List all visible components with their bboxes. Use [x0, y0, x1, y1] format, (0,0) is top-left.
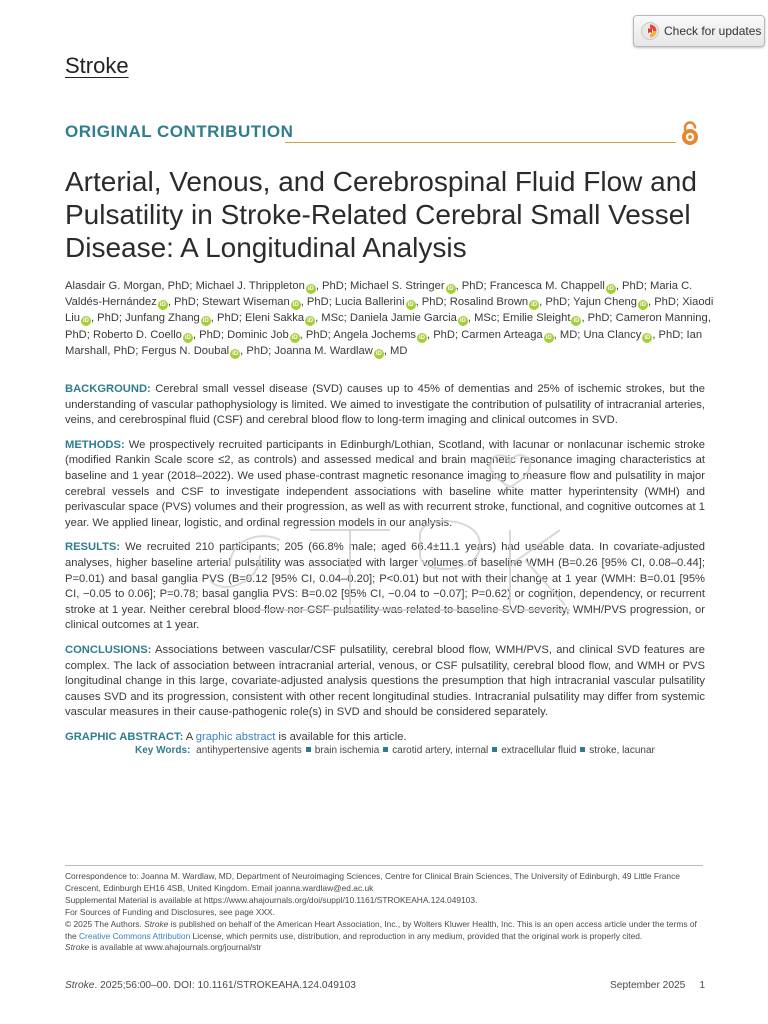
- background-text: Cerebral small vessel disease (SVD) causes up to 45% of dementias and 25% of ischemic strokes, but the understanding of vascular pathophysiology is limited. We aimed to investigate the contribution of pulsatility of intracranial arteries, veins, and cerebrospinal fluid (CSF) and cerebral blood flow to long-term imaging and clinical outcomes in SVD.: [65, 383, 705, 427]
- author-degree: , PhD;: [615, 280, 651, 292]
- author-degree: , PhD;: [300, 296, 335, 309]
- article-title: Arterial, Venous, and Cerebrospinal Fluid Flow and Pulsatility in Stroke-Related Cerebral Small Vessel Disease: A Longitudinal Analysis: [65, 166, 697, 263]
- author-name: Michael J. Thrippleton: [195, 280, 305, 292]
- author-degree: , PhD;: [90, 312, 126, 325]
- author-name: Francesca M. Chappell: [489, 280, 605, 292]
- section-divider: [285, 142, 676, 143]
- author-degree: , PhD;: [426, 328, 462, 341]
- orcid-icon[interactable]: iD: [184, 334, 191, 341]
- methods-text: We prospectively recruited participants in Edinburgh/Lothian, Scotland, with lacunar or nonlacunar ischemic stroke (modified Rankin Scale score ≤2, as controls) and assessed medical and brain magnetic resonance imaging characteristics at baseline and 1 year (2018–2022). We used phase-contrast magnetic resonance imaging to measure flow and pulsatility in major cerebral vessels and CSF to investigate independent associations with baseline white matter hyperintensity (WMH) and perivascular space (PVS) volumes and their progression, as well as with recurrent stroke, functional, and cognitive outcomes at 1 year. We applied linear, logistic, and ordinal regression models in our analysis.: [65, 438, 705, 529]
- author-degree: , MD;: [553, 328, 584, 341]
- author-name: Stewart Wiseman: [202, 296, 290, 309]
- author: [450, 296, 573, 308]
- abstract: [65, 382, 705, 754]
- author: [125, 312, 245, 324]
- citation-journal: Stroke: [65, 980, 95, 991]
- author-degree: , MSc;: [467, 312, 503, 325]
- author-name: Rosalind Brown: [449, 296, 529, 309]
- journal-name[interactable]: Stroke: [65, 53, 129, 78]
- author: [274, 345, 407, 357]
- orcid-icon[interactable]: iD: [640, 302, 646, 309]
- author-degree: , PhD;: [167, 296, 203, 309]
- check-for-updates-icon: [641, 22, 659, 40]
- keywords-label: Key Words:: [135, 745, 191, 756]
- author-name: Ian Marshall: [65, 328, 703, 357]
- author-name: Joanna M. Wardlaw: [274, 344, 373, 357]
- orcid-icon[interactable]: iD: [232, 350, 239, 357]
- keyword: brain ischemia: [314, 745, 380, 756]
- graphic-abstract-link[interactable]: graphic abstract: [195, 730, 276, 743]
- keywords-list: [196, 745, 655, 756]
- keyword-separator: [492, 747, 497, 752]
- citation-text: . 2025;56:00–00. DOI: 10.1161/STROKEAHA.124.049103: [94, 980, 356, 991]
- orcid-icon[interactable]: iD: [82, 318, 89, 325]
- abstract-graphic: [65, 730, 705, 746]
- keyword: carotid artery, internal: [392, 745, 489, 756]
- orcid-icon[interactable]: iD: [418, 334, 425, 341]
- citation: [65, 980, 356, 991]
- author-name: Maria C. Valdés-Hernández: [65, 280, 693, 309]
- orcid-icon[interactable]: iD: [159, 302, 166, 309]
- author: [93, 329, 227, 341]
- orcid-icon[interactable]: iD: [202, 318, 209, 325]
- author-degree: , PhD;: [455, 280, 490, 292]
- abstract-background: [65, 382, 705, 429]
- author-degree: , PhD;: [315, 280, 351, 292]
- orcid-icon[interactable]: iD: [607, 286, 614, 292]
- author-name: Yajun Cheng: [573, 296, 637, 309]
- orcid-icon[interactable]: iD: [291, 334, 298, 341]
- orcid-icon[interactable]: iD: [573, 318, 580, 325]
- graphic-abstract-pre: A: [183, 730, 196, 743]
- author-degree: , PhD;: [581, 312, 616, 325]
- orcid-icon[interactable]: iD: [375, 350, 382, 357]
- author-list: [65, 278, 715, 359]
- orcid-icon[interactable]: iD: [545, 334, 552, 341]
- keyword-separator: [306, 747, 311, 752]
- correspondence-note: Correspondence to: Joanna M. Wardlaw, MD, Department of Neuroimaging Sciences, Centre for Clinical Brain Sciences, The University of Edinburgh, 49 Little France Crescent, Edinburgh EH16 4SB, United Kingdom. Email joanna.wardlaw@ed.ac.uk: [65, 871, 680, 893]
- author-degree: , PhD;: [161, 280, 196, 292]
- copyright-mid: is published on behalf of the American Heart Association, Inc., by Wolters Kluwer Health, Inc. This is an open access article under the terms of the: [65, 918, 697, 941]
- creative-commons-link[interactable]: Creative Commons Attribution: [78, 930, 191, 941]
- copyright-pre: © 2025 The Authors.: [65, 918, 145, 929]
- open-access-icon: [678, 120, 702, 146]
- page-number: 1: [699, 980, 705, 991]
- orcid-icon[interactable]: iD: [644, 334, 651, 341]
- keyword: stroke, lacunar: [589, 745, 655, 756]
- abstract-conclusions: [65, 643, 705, 721]
- check-for-updates-label: Check for updates: [664, 24, 762, 38]
- availability-note: [65, 942, 705, 954]
- results-text: We recruited 210 participants; 205 (66.8% male; aged 66.4±11.1 years) had useable data. In covariate-adjusted analyses, higher baseline arterial pulsatility was associated with larger volumes of baseline WMH (B=0.26 [95% CI, 0.08–0.44]; P=0.01) and basal ganglia PVS (B=0.12 [95% CI, 0.04–0.20]; P<0.01) but not with their change at 1 year (WMH: B=0.01 [95% CI, −0.05 to 0.06]; P=0.78; basal ganglia PVS: B=0.02 [95% CI, −0.04 to −0.07]; P=0.62) or cognition, dependency, or recurrent stroke at 1 year. Neither cerebral blood flow nor CSF pulsatility was related to baseline SVD severity, WMH/PVS progression, or clinical outcomes at 1 year.: [65, 541, 705, 632]
- author: [202, 296, 335, 308]
- author-degree: , PhD;: [240, 344, 275, 357]
- availability-text: is available at www.ahajournals.org/journal/str: [89, 942, 262, 953]
- author-name: Emilie Sleight: [502, 312, 571, 325]
- author-name: Alasdair G. Morgan: [65, 280, 162, 292]
- author-degree: , PhD;: [107, 344, 142, 357]
- orcid-icon[interactable]: iD: [407, 302, 414, 309]
- author-degree: , PhD;: [299, 328, 334, 341]
- copyright-post: License, which permits use, distribution, and reproduction in any medium, provided that the original work is properly cited.: [190, 930, 643, 941]
- author-name: Daniela Jamie Garcia: [349, 312, 457, 325]
- background-heading: BACKGROUND:: [65, 383, 151, 395]
- author-name: Xiaodi Liu: [65, 296, 714, 325]
- graphic-abstract-post: is available for this article.: [275, 730, 407, 743]
- author-name: Junfang Zhang: [125, 312, 200, 325]
- author: [573, 296, 682, 308]
- issue-date: September 2025: [610, 980, 686, 991]
- abstract-methods: [65, 438, 705, 532]
- issue-date-and-page: [610, 980, 705, 991]
- section-label: ORIGINAL CONTRIBUTION: [65, 122, 294, 141]
- author-name: Fergus N. Doubal: [141, 344, 230, 357]
- author-name: Lucia Ballerini: [334, 296, 405, 309]
- orcid-icon[interactable]: iD: [447, 286, 454, 292]
- graphic-abstract-heading: GRAPHIC ABSTRACT:: [65, 730, 184, 743]
- author-degree: , PhD;: [415, 296, 450, 309]
- author-name: Roberto D. Coello: [92, 328, 182, 341]
- author-name: Angela Jochems: [333, 328, 416, 341]
- results-heading: RESULTS:: [65, 541, 121, 554]
- author: [196, 280, 350, 292]
- conclusions-heading: CONCLUSIONS:: [65, 643, 152, 656]
- keyword-separator: [580, 747, 585, 752]
- keyword-separator: [383, 747, 388, 752]
- footnotes: [65, 871, 705, 954]
- author-name: Dominic Job: [227, 328, 289, 341]
- keywords: [135, 745, 655, 756]
- author-name: Cameron Manning: [615, 312, 708, 325]
- author: [350, 312, 503, 324]
- author-degree: , PhD;: [648, 296, 683, 309]
- conclusions-text: Associations between vascular/CSF pulsatility, cerebral blood flow, WMH/PVS, and clinical SVD features are complex. The lack of association between intracranial arterial, venous, or CSF pulsatility, cerebral blood flow, and WMH or PVS longitudinal change in this large, covariate-adjusted analysis questions the presumption that high intracranial vascular pulsatility causes SVD and its progression, consistent with other recent longitudinal studies. Intracranial pulsatility may differ from systemic vascular measures in their cause-pathogenic role(s) in SVD and should be considered separately.: [65, 643, 705, 719]
- orcid-icon[interactable]: iD: [307, 286, 314, 292]
- author: [335, 296, 450, 308]
- author: [584, 329, 687, 341]
- copyright-note: [65, 919, 705, 943]
- author-degree: , PhD;: [210, 312, 245, 325]
- author-degree: , MSc;: [315, 312, 350, 325]
- author-degree: , PhD;: [192, 328, 228, 341]
- author-name: Una Clancy: [583, 328, 642, 341]
- author-degree: , PhD;: [539, 296, 574, 309]
- author: [245, 312, 350, 324]
- author: [503, 312, 616, 324]
- footnote-divider: [65, 865, 703, 866]
- author: [333, 329, 461, 341]
- supplemental-note: Supplemental Material is available at https://www.ahajournals.org/doi/suppl/10.1161/STROKEAHA.124.049103.: [65, 894, 478, 905]
- author-degree: , MD: [383, 344, 408, 357]
- keyword: extracellular fluid: [501, 745, 577, 756]
- author: [227, 329, 333, 341]
- author: [350, 280, 490, 292]
- author: [461, 329, 583, 341]
- availability-journal: Stroke: [65, 942, 90, 953]
- orcid-icon[interactable]: iD: [307, 318, 314, 325]
- orcid-icon[interactable]: iD: [531, 302, 538, 309]
- orcid-icon[interactable]: iD: [459, 318, 466, 325]
- author-degree: , PhD;: [65, 312, 711, 341]
- funding-note: For Sources of Funding and Disclosures, see page XXX.: [65, 906, 275, 917]
- author-name: Carmen Arteaga: [461, 328, 543, 341]
- author: [490, 280, 650, 292]
- author-name: Michael S. Stringer: [350, 280, 445, 292]
- author: [65, 280, 196, 292]
- author: [141, 345, 274, 357]
- abstract-results: [65, 540, 705, 634]
- author-name: Eleni Sakka: [245, 312, 305, 325]
- author-degree: , PhD;: [652, 328, 687, 341]
- keyword: antihypertensive agents: [196, 745, 302, 756]
- copyright-journal: Stroke: [144, 918, 169, 929]
- orcid-icon[interactable]: iD: [292, 302, 299, 309]
- check-for-updates-button[interactable]: [633, 15, 765, 47]
- methods-heading: METHODS:: [65, 438, 125, 451]
